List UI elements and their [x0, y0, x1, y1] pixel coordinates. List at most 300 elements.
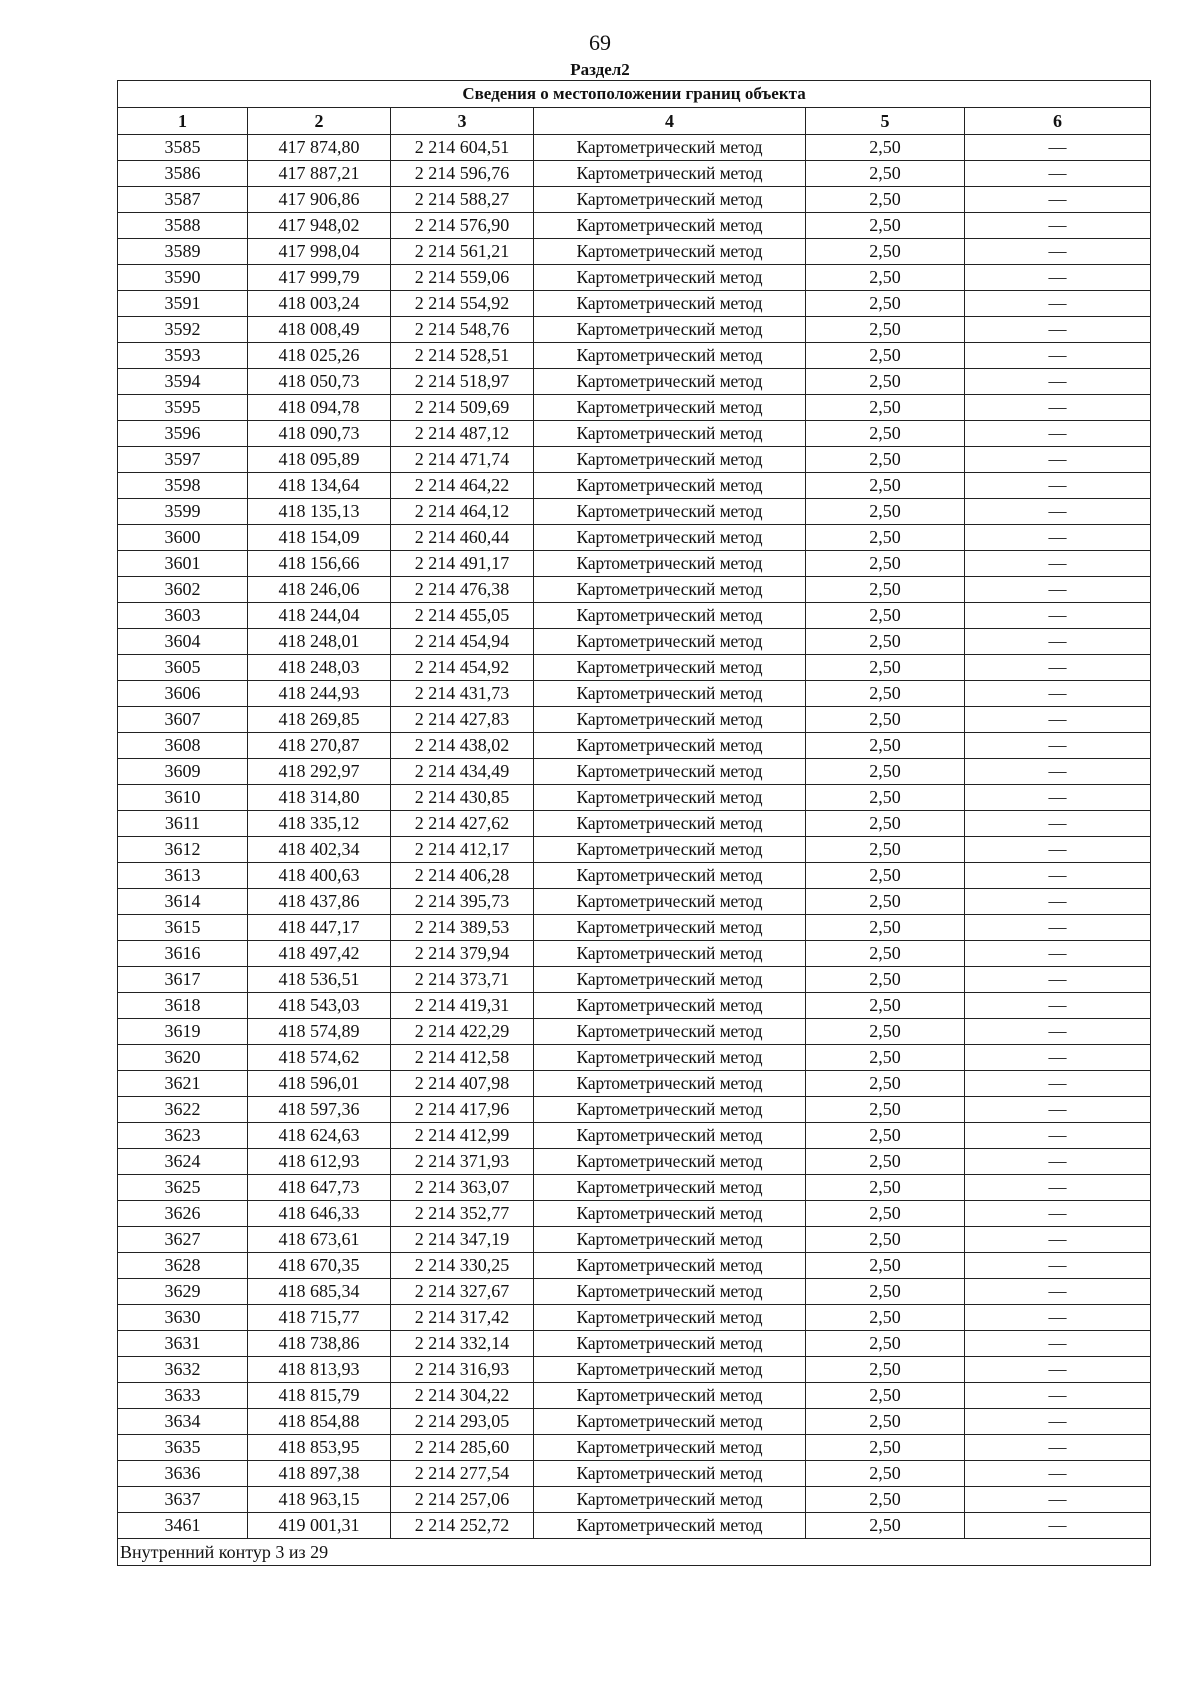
description-cell: —: [965, 135, 1151, 161]
y-coordinate-cell: 2 214 438,02: [391, 733, 534, 759]
method-cell: Картометрический метод: [534, 395, 806, 421]
method-cell: Картометрический метод: [534, 1305, 806, 1331]
column-header-1: 1: [118, 108, 248, 135]
method-cell: Картометрический метод: [534, 577, 806, 603]
accuracy-cell: 2,50: [806, 785, 965, 811]
x-coordinate-cell: 418 244,04: [248, 603, 391, 629]
point-number-cell: 3608: [118, 733, 248, 759]
point-number-cell: 3593: [118, 343, 248, 369]
point-number-cell: 3614: [118, 889, 248, 915]
table-row: [118, 759, 1151, 785]
x-coordinate-cell: 418 673,61: [248, 1227, 391, 1253]
description-cell: —: [965, 1383, 1151, 1409]
x-coordinate-cell: 418 095,89: [248, 447, 391, 473]
description-cell: —: [965, 733, 1151, 759]
point-number-cell: 3636: [118, 1461, 248, 1487]
y-coordinate-cell: 2 214 419,31: [391, 993, 534, 1019]
table-row: [118, 213, 1151, 239]
table-row: [118, 343, 1151, 369]
point-number-cell: 3609: [118, 759, 248, 785]
x-coordinate-cell: 418 246,06: [248, 577, 391, 603]
accuracy-cell: 2,50: [806, 1435, 965, 1461]
y-coordinate-cell: 2 214 412,58: [391, 1045, 534, 1071]
accuracy-cell: 2,50: [806, 863, 965, 889]
y-coordinate-cell: 2 214 417,96: [391, 1097, 534, 1123]
table-row: [118, 915, 1151, 941]
table-row: [118, 993, 1151, 1019]
accuracy-cell: 2,50: [806, 1487, 965, 1513]
method-cell: Картометрический метод: [534, 785, 806, 811]
method-cell: Картометрический метод: [534, 1097, 806, 1123]
method-cell: Картометрический метод: [534, 681, 806, 707]
table-row: [118, 395, 1151, 421]
y-coordinate-cell: 2 214 389,53: [391, 915, 534, 941]
description-cell: —: [965, 1331, 1151, 1357]
description-cell: —: [965, 369, 1151, 395]
description-cell: —: [965, 1279, 1151, 1305]
point-number-cell: 3612: [118, 837, 248, 863]
accuracy-cell: 2,50: [806, 1409, 965, 1435]
method-cell: Картометрический метод: [534, 187, 806, 213]
accuracy-cell: 2,50: [806, 1279, 965, 1305]
x-coordinate-cell: 418 090,73: [248, 421, 391, 447]
method-cell: Картометрический метод: [534, 1461, 806, 1487]
point-number-cell: 3599: [118, 499, 248, 525]
point-number-cell: 3635: [118, 1435, 248, 1461]
method-cell: Картометрический метод: [534, 707, 806, 733]
method-cell: Картометрический метод: [534, 213, 806, 239]
accuracy-cell: 2,50: [806, 993, 965, 1019]
x-coordinate-cell: 418 497,42: [248, 941, 391, 967]
description-cell: —: [965, 1097, 1151, 1123]
description-cell: —: [965, 1253, 1151, 1279]
x-coordinate-cell: 418 402,34: [248, 837, 391, 863]
point-number-cell: 3605: [118, 655, 248, 681]
accuracy-cell: 2,50: [806, 1175, 965, 1201]
point-number-cell: 3634: [118, 1409, 248, 1435]
table-row: [118, 603, 1151, 629]
point-number-cell: 3631: [118, 1331, 248, 1357]
table-row: [118, 1097, 1151, 1123]
table-row: [118, 1279, 1151, 1305]
method-cell: Картометрический метод: [534, 1279, 806, 1305]
accuracy-cell: 2,50: [806, 213, 965, 239]
contour-note: Внутренний контур 3 из 29: [118, 1539, 1151, 1566]
point-number-cell: 3591: [118, 291, 248, 317]
table-row: [118, 499, 1151, 525]
description-cell: —: [965, 239, 1151, 265]
table-row: [118, 369, 1151, 395]
description-cell: —: [965, 161, 1151, 187]
x-coordinate-cell: 418 437,86: [248, 889, 391, 915]
y-coordinate-cell: 2 214 407,98: [391, 1071, 534, 1097]
point-number-cell: 3630: [118, 1305, 248, 1331]
accuracy-cell: 2,50: [806, 967, 965, 993]
y-coordinate-cell: 2 214 554,92: [391, 291, 534, 317]
x-coordinate-cell: 418 025,26: [248, 343, 391, 369]
x-coordinate-cell: 418 624,63: [248, 1123, 391, 1149]
method-cell: Картометрический метод: [534, 759, 806, 785]
x-coordinate-cell: 418 003,24: [248, 291, 391, 317]
method-cell: Картометрический метод: [534, 863, 806, 889]
description-cell: —: [965, 941, 1151, 967]
method-cell: Картометрический метод: [534, 1019, 806, 1045]
x-coordinate-cell: 418 647,73: [248, 1175, 391, 1201]
accuracy-cell: 2,50: [806, 499, 965, 525]
x-coordinate-cell: 419 001,31: [248, 1513, 391, 1539]
y-coordinate-cell: 2 214 363,07: [391, 1175, 534, 1201]
table-row: [118, 681, 1151, 707]
method-cell: Картометрический метод: [534, 811, 806, 837]
x-coordinate-cell: 418 008,49: [248, 317, 391, 343]
y-coordinate-cell: 2 214 427,83: [391, 707, 534, 733]
y-coordinate-cell: 2 214 576,90: [391, 213, 534, 239]
y-coordinate-cell: 2 214 471,74: [391, 447, 534, 473]
y-coordinate-cell: 2 214 252,72: [391, 1513, 534, 1539]
description-cell: —: [965, 785, 1151, 811]
description-cell: —: [965, 317, 1151, 343]
y-coordinate-cell: 2 214 464,12: [391, 499, 534, 525]
method-cell: Картометрический метод: [534, 967, 806, 993]
method-cell: Картометрический метод: [534, 1149, 806, 1175]
point-number-cell: 3617: [118, 967, 248, 993]
method-cell: Картометрический метод: [534, 1383, 806, 1409]
description-cell: —: [965, 889, 1151, 915]
table-row: [118, 707, 1151, 733]
y-coordinate-cell: 2 214 257,06: [391, 1487, 534, 1513]
description-cell: —: [965, 525, 1151, 551]
description-cell: —: [965, 1513, 1151, 1539]
table-caption: Сведения о местоположении границ объекта: [118, 81, 1151, 108]
y-coordinate-cell: 2 214 430,85: [391, 785, 534, 811]
table-row: [118, 291, 1151, 317]
accuracy-cell: 2,50: [806, 161, 965, 187]
x-coordinate-cell: 418 897,38: [248, 1461, 391, 1487]
table-row: [118, 1123, 1151, 1149]
accuracy-cell: 2,50: [806, 473, 965, 499]
x-coordinate-cell: 417 999,79: [248, 265, 391, 291]
x-coordinate-cell: 418 738,86: [248, 1331, 391, 1357]
y-coordinate-cell: 2 214 412,99: [391, 1123, 534, 1149]
method-cell: Картометрический метод: [534, 551, 806, 577]
point-number-cell: 3618: [118, 993, 248, 1019]
accuracy-cell: 2,50: [806, 525, 965, 551]
table-row: [118, 967, 1151, 993]
method-cell: Картометрический метод: [534, 1331, 806, 1357]
y-coordinate-cell: 2 214 293,05: [391, 1409, 534, 1435]
table-body: [118, 135, 1151, 1539]
y-coordinate-cell: 2 214 431,73: [391, 681, 534, 707]
x-coordinate-cell: 418 854,88: [248, 1409, 391, 1435]
description-cell: —: [965, 603, 1151, 629]
accuracy-cell: 2,50: [806, 915, 965, 941]
method-cell: Картометрический метод: [534, 161, 806, 187]
accuracy-cell: 2,50: [806, 369, 965, 395]
table-row: [118, 1383, 1151, 1409]
table-row: [118, 1071, 1151, 1097]
table-row: [118, 473, 1151, 499]
description-cell: —: [965, 447, 1151, 473]
x-coordinate-cell: 418 670,35: [248, 1253, 391, 1279]
point-number-cell: 3626: [118, 1201, 248, 1227]
x-coordinate-cell: 418 135,13: [248, 499, 391, 525]
description-cell: —: [965, 343, 1151, 369]
x-coordinate-cell: 418 400,63: [248, 863, 391, 889]
accuracy-cell: 2,50: [806, 1513, 965, 1539]
table-row: [118, 1409, 1151, 1435]
table-row: [118, 1253, 1151, 1279]
y-coordinate-cell: 2 214 559,06: [391, 265, 534, 291]
table-row: [118, 941, 1151, 967]
description-cell: —: [965, 915, 1151, 941]
y-coordinate-cell: 2 214 476,38: [391, 577, 534, 603]
accuracy-cell: 2,50: [806, 577, 965, 603]
accuracy-cell: 2,50: [806, 1331, 965, 1357]
point-number-cell: 3622: [118, 1097, 248, 1123]
table-row: [118, 1175, 1151, 1201]
y-coordinate-cell: 2 214 332,14: [391, 1331, 534, 1357]
description-cell: —: [965, 629, 1151, 655]
method-cell: Картометрический метод: [534, 1175, 806, 1201]
method-cell: Картометрический метод: [534, 317, 806, 343]
point-number-cell: 3615: [118, 915, 248, 941]
column-header-6: 6: [965, 108, 1151, 135]
x-coordinate-cell: 418 292,97: [248, 759, 391, 785]
accuracy-cell: 2,50: [806, 707, 965, 733]
x-coordinate-cell: 418 543,03: [248, 993, 391, 1019]
y-coordinate-cell: 2 214 509,69: [391, 395, 534, 421]
method-cell: Картометрический метод: [534, 525, 806, 551]
point-number-cell: 3596: [118, 421, 248, 447]
point-number-cell: 3604: [118, 629, 248, 655]
method-cell: Картометрический метод: [534, 629, 806, 655]
table-row: [118, 629, 1151, 655]
y-coordinate-cell: 2 214 460,44: [391, 525, 534, 551]
x-coordinate-cell: 418 596,01: [248, 1071, 391, 1097]
x-coordinate-cell: 418 646,33: [248, 1201, 391, 1227]
x-coordinate-cell: 418 963,15: [248, 1487, 391, 1513]
method-cell: Картометрический метод: [534, 421, 806, 447]
description-cell: —: [965, 1201, 1151, 1227]
accuracy-cell: 2,50: [806, 395, 965, 421]
method-cell: Картометрический метод: [534, 1071, 806, 1097]
x-coordinate-cell: 418 574,89: [248, 1019, 391, 1045]
point-number-cell: 3637: [118, 1487, 248, 1513]
point-number-cell: 3616: [118, 941, 248, 967]
point-number-cell: 3598: [118, 473, 248, 499]
accuracy-cell: 2,50: [806, 941, 965, 967]
accuracy-cell: 2,50: [806, 629, 965, 655]
accuracy-cell: 2,50: [806, 1461, 965, 1487]
x-coordinate-cell: 417 998,04: [248, 239, 391, 265]
point-number-cell: 3585: [118, 135, 248, 161]
accuracy-cell: 2,50: [806, 1045, 965, 1071]
accuracy-cell: 2,50: [806, 655, 965, 681]
y-coordinate-cell: 2 214 464,22: [391, 473, 534, 499]
point-number-cell: 3633: [118, 1383, 248, 1409]
accuracy-cell: 2,50: [806, 447, 965, 473]
description-cell: —: [965, 473, 1151, 499]
y-coordinate-cell: 2 214 528,51: [391, 343, 534, 369]
method-cell: Картометрический метод: [534, 733, 806, 759]
point-number-cell: 3624: [118, 1149, 248, 1175]
y-coordinate-cell: 2 214 422,29: [391, 1019, 534, 1045]
y-coordinate-cell: 2 214 371,93: [391, 1149, 534, 1175]
description-cell: —: [965, 187, 1151, 213]
accuracy-cell: 2,50: [806, 1123, 965, 1149]
table-row: [118, 1227, 1151, 1253]
x-coordinate-cell: 418 574,62: [248, 1045, 391, 1071]
description-cell: —: [965, 1461, 1151, 1487]
point-number-cell: 3610: [118, 785, 248, 811]
description-cell: —: [965, 759, 1151, 785]
table-row: [118, 421, 1151, 447]
x-coordinate-cell: 418 685,34: [248, 1279, 391, 1305]
accuracy-cell: 2,50: [806, 551, 965, 577]
method-cell: Картометрический метод: [534, 603, 806, 629]
description-cell: —: [965, 811, 1151, 837]
point-number-cell: 3603: [118, 603, 248, 629]
table-row: [118, 317, 1151, 343]
y-coordinate-cell: 2 214 487,12: [391, 421, 534, 447]
point-number-cell: 3595: [118, 395, 248, 421]
description-cell: —: [965, 967, 1151, 993]
accuracy-cell: 2,50: [806, 1383, 965, 1409]
method-cell: Картометрический метод: [534, 265, 806, 291]
point-number-cell: 3600: [118, 525, 248, 551]
table-row: [118, 733, 1151, 759]
method-cell: Картометрический метод: [534, 135, 806, 161]
table-row: [118, 1305, 1151, 1331]
method-cell: Картометрический метод: [534, 993, 806, 1019]
description-cell: —: [965, 707, 1151, 733]
description-cell: —: [965, 1045, 1151, 1071]
table-row: [118, 1487, 1151, 1513]
point-number-cell: 3606: [118, 681, 248, 707]
y-coordinate-cell: 2 214 330,25: [391, 1253, 534, 1279]
description-cell: —: [965, 577, 1151, 603]
method-cell: Картометрический метод: [534, 369, 806, 395]
y-coordinate-cell: 2 214 327,67: [391, 1279, 534, 1305]
y-coordinate-cell: 2 214 455,05: [391, 603, 534, 629]
point-number-cell: 3625: [118, 1175, 248, 1201]
column-header-3: 3: [391, 108, 534, 135]
x-coordinate-cell: 418 612,93: [248, 1149, 391, 1175]
y-coordinate-cell: 2 214 596,76: [391, 161, 534, 187]
x-coordinate-cell: 418 447,17: [248, 915, 391, 941]
accuracy-cell: 2,50: [806, 135, 965, 161]
description-cell: —: [965, 863, 1151, 889]
page-number: 69: [589, 30, 611, 55]
description-cell: —: [965, 395, 1151, 421]
description-cell: —: [965, 1435, 1151, 1461]
x-coordinate-cell: 418 134,64: [248, 473, 391, 499]
method-cell: Картометрический метод: [534, 1357, 806, 1383]
x-coordinate-cell: 417 874,80: [248, 135, 391, 161]
accuracy-cell: 2,50: [806, 889, 965, 915]
method-cell: Картометрический метод: [534, 239, 806, 265]
accuracy-cell: 2,50: [806, 1071, 965, 1097]
boundary-coordinates-table: [117, 80, 1151, 1566]
accuracy-cell: 2,50: [806, 1253, 965, 1279]
x-coordinate-cell: 418 335,12: [248, 811, 391, 837]
table-row: [118, 785, 1151, 811]
method-cell: Картометрический метод: [534, 941, 806, 967]
accuracy-cell: 2,50: [806, 1357, 965, 1383]
point-number-cell: 3590: [118, 265, 248, 291]
point-number-cell: 3586: [118, 161, 248, 187]
x-coordinate-cell: 418 715,77: [248, 1305, 391, 1331]
method-cell: Картометрический метод: [534, 915, 806, 941]
description-cell: —: [965, 1019, 1151, 1045]
x-coordinate-cell: 418 154,09: [248, 525, 391, 551]
table-row: [118, 1019, 1151, 1045]
description-cell: —: [965, 551, 1151, 577]
x-coordinate-cell: 418 536,51: [248, 967, 391, 993]
description-cell: —: [965, 1409, 1151, 1435]
y-coordinate-cell: 2 214 434,49: [391, 759, 534, 785]
point-number-cell: 3587: [118, 187, 248, 213]
y-coordinate-cell: 2 214 454,94: [391, 629, 534, 655]
accuracy-cell: 2,50: [806, 733, 965, 759]
point-number-cell: 3602: [118, 577, 248, 603]
section-title: Раздел2: [570, 60, 630, 79]
method-cell: Картометрический метод: [534, 499, 806, 525]
table-row: [118, 1045, 1151, 1071]
table-row: [118, 525, 1151, 551]
x-coordinate-cell: 417 887,21: [248, 161, 391, 187]
x-coordinate-cell: 418 813,93: [248, 1357, 391, 1383]
y-coordinate-cell: 2 214 317,42: [391, 1305, 534, 1331]
y-coordinate-cell: 2 214 561,21: [391, 239, 534, 265]
table-row: [118, 863, 1151, 889]
table-row: [118, 239, 1151, 265]
point-number-cell: 3601: [118, 551, 248, 577]
y-coordinate-cell: 2 214 548,76: [391, 317, 534, 343]
description-cell: —: [965, 1123, 1151, 1149]
y-coordinate-cell: 2 214 427,62: [391, 811, 534, 837]
y-coordinate-cell: 2 214 304,22: [391, 1383, 534, 1409]
table-row: [118, 889, 1151, 915]
accuracy-cell: 2,50: [806, 421, 965, 447]
table-row: [118, 1513, 1151, 1539]
description-cell: —: [965, 655, 1151, 681]
description-cell: —: [965, 1227, 1151, 1253]
x-coordinate-cell: 418 597,36: [248, 1097, 391, 1123]
description-cell: —: [965, 681, 1151, 707]
accuracy-cell: 2,50: [806, 187, 965, 213]
table-row: [118, 1435, 1151, 1461]
accuracy-cell: 2,50: [806, 1227, 965, 1253]
point-number-cell: 3592: [118, 317, 248, 343]
x-coordinate-cell: 418 094,78: [248, 395, 391, 421]
table-row: [118, 551, 1151, 577]
column-header-4: 4: [534, 108, 806, 135]
table-row: [118, 1357, 1151, 1383]
method-cell: Картометрический метод: [534, 1201, 806, 1227]
point-number-cell: 3611: [118, 811, 248, 837]
description-cell: —: [965, 1305, 1151, 1331]
description-cell: —: [965, 291, 1151, 317]
point-number-cell: 3589: [118, 239, 248, 265]
y-coordinate-cell: 2 214 412,17: [391, 837, 534, 863]
x-coordinate-cell: 418 244,93: [248, 681, 391, 707]
description-cell: —: [965, 421, 1151, 447]
point-number-cell: 3629: [118, 1279, 248, 1305]
method-cell: Картометрический метод: [534, 343, 806, 369]
y-coordinate-cell: 2 214 277,54: [391, 1461, 534, 1487]
accuracy-cell: 2,50: [806, 343, 965, 369]
